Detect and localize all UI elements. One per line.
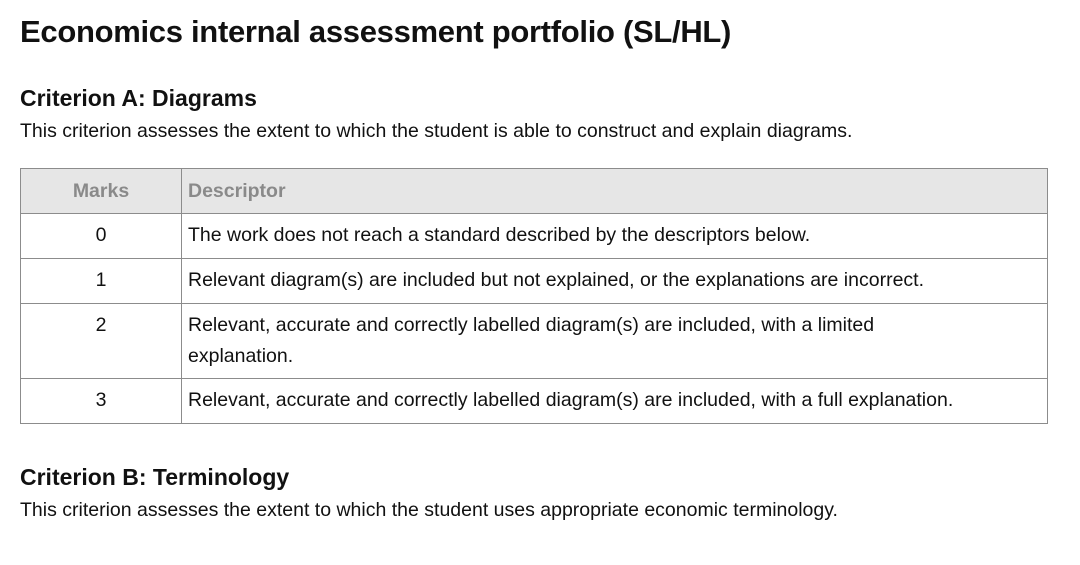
descriptor-cell: The work does not reach a standard described by the descriptors below.	[182, 214, 1048, 259]
marks-column-header: Marks	[21, 169, 182, 214]
marks-cell: 2	[21, 304, 182, 379]
marks-cell: 1	[21, 259, 182, 304]
criterion-a-heading: Criterion A: Diagrams	[20, 85, 257, 111]
criterion-a-description: This criterion assesses the extent to which the student is able to construct and explain diagrams.	[20, 120, 853, 142]
marks-cell: 3	[21, 379, 182, 424]
criterion-b-description: This criterion assesses the extent to which the student uses appropriate economic terminology.	[20, 499, 838, 521]
descriptor-column-header: Descriptor	[182, 169, 1048, 214]
criterion-b-heading: Criterion B: Terminology	[20, 464, 290, 490]
criterion-a-rubric-table	[20, 168, 1048, 424]
descriptor-cell: Relevant, accurate and correctly labelled diagram(s) are included, with a full explanation.	[182, 379, 1048, 424]
descriptor-cell: Relevant diagram(s) are included but not explained, or the explanations are incorrect.	[182, 259, 1048, 304]
table-row	[21, 259, 1048, 304]
descriptor-cell: Relevant, accurate and correctly labelled diagram(s) are included, with a limited explanation.	[182, 304, 1048, 379]
table-header-row	[21, 169, 1048, 214]
table-row	[21, 304, 1048, 379]
marks-cell: 0	[21, 214, 182, 259]
table-row	[21, 214, 1048, 259]
table-row	[21, 379, 1048, 424]
page-title: Economics internal assessment portfolio (SL/HL)	[20, 14, 732, 49]
